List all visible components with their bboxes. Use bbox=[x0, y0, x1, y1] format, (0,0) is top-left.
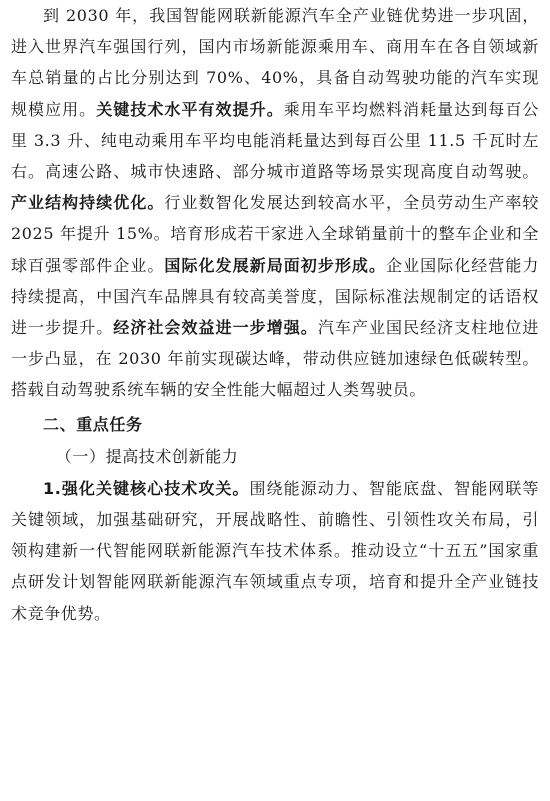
section-heading: 二、重点任务 bbox=[43, 414, 143, 434]
goals-paragraph bbox=[11, 0, 539, 406]
subsection-heading: （一）提高技术创新能力 bbox=[55, 446, 239, 466]
internationalization-text: 企业国际化经营能力持续提高，中国汽车品牌具有较高美誉度，国际标准法规制定的话语权进一步提升。 bbox=[11, 255, 539, 338]
internationalization-heading: 国际化发展新局面初步形成。 bbox=[164, 255, 387, 275]
document-page bbox=[11, 0, 539, 629]
tech-attack-heading: 1.强化关键核心技术攻关。 bbox=[43, 478, 250, 498]
economic-benefit-heading: 经济社会效益进一步增强。 bbox=[113, 318, 318, 338]
tech-level-text: 乘用车平均燃料消耗量达到每百公里 3.3 升、纯电动乘用车平均电能消耗量达到每百公里 11.5 千瓦时左右。高速公路、城市快速路、部分城市道路等场景实现高度自动驾驶。 bbox=[11, 99, 539, 182]
tech-level-heading: 关键技术水平有效提升。 bbox=[96, 99, 284, 119]
tech-attack-text: 围绕能源动力、智能底盘、智能网联等关键领域，加强基础研究，开展战略性、前瞻性、引领性攻关布局，引领构建新一代智能网联新能源汽车技术体系。推动设立“十五五”国家重点研发计划智能网联新能源汽车领域重点专项，培育和提升全产业链技术竞争优势。 bbox=[11, 478, 540, 623]
industry-structure-heading: 产业结构持续优化。 bbox=[11, 193, 165, 213]
economic-benefit-text: 汽车产业国民经济支柱地位进一步凸显，在 2030 年前实现碳达峰，带动供应链加速绿色低碳转型。搭载自动驾驶系统车辆的安全性能大幅超过人类驾驶员。 bbox=[11, 318, 539, 400]
goals-intro-text: 到 2030 年，我国智能网联新能源汽车全产业链优势进一步巩固，进入世界汽车强国行列，国内市场新能源乘用车、商用车在各自领域新车总销量的占比分别达到 70%、40%，具备自动驾驶功能的汽车实现规模应用。 bbox=[11, 6, 539, 119]
industry-structure-text: 行业数智化发展达到较高水平，全员劳动生产率较 2025 年提升 15%。培育形成若干家进入全球销量前十的整车企业和全球百强零部件企业。 bbox=[11, 193, 539, 275]
tech-attack-paragraph bbox=[11, 473, 539, 629]
